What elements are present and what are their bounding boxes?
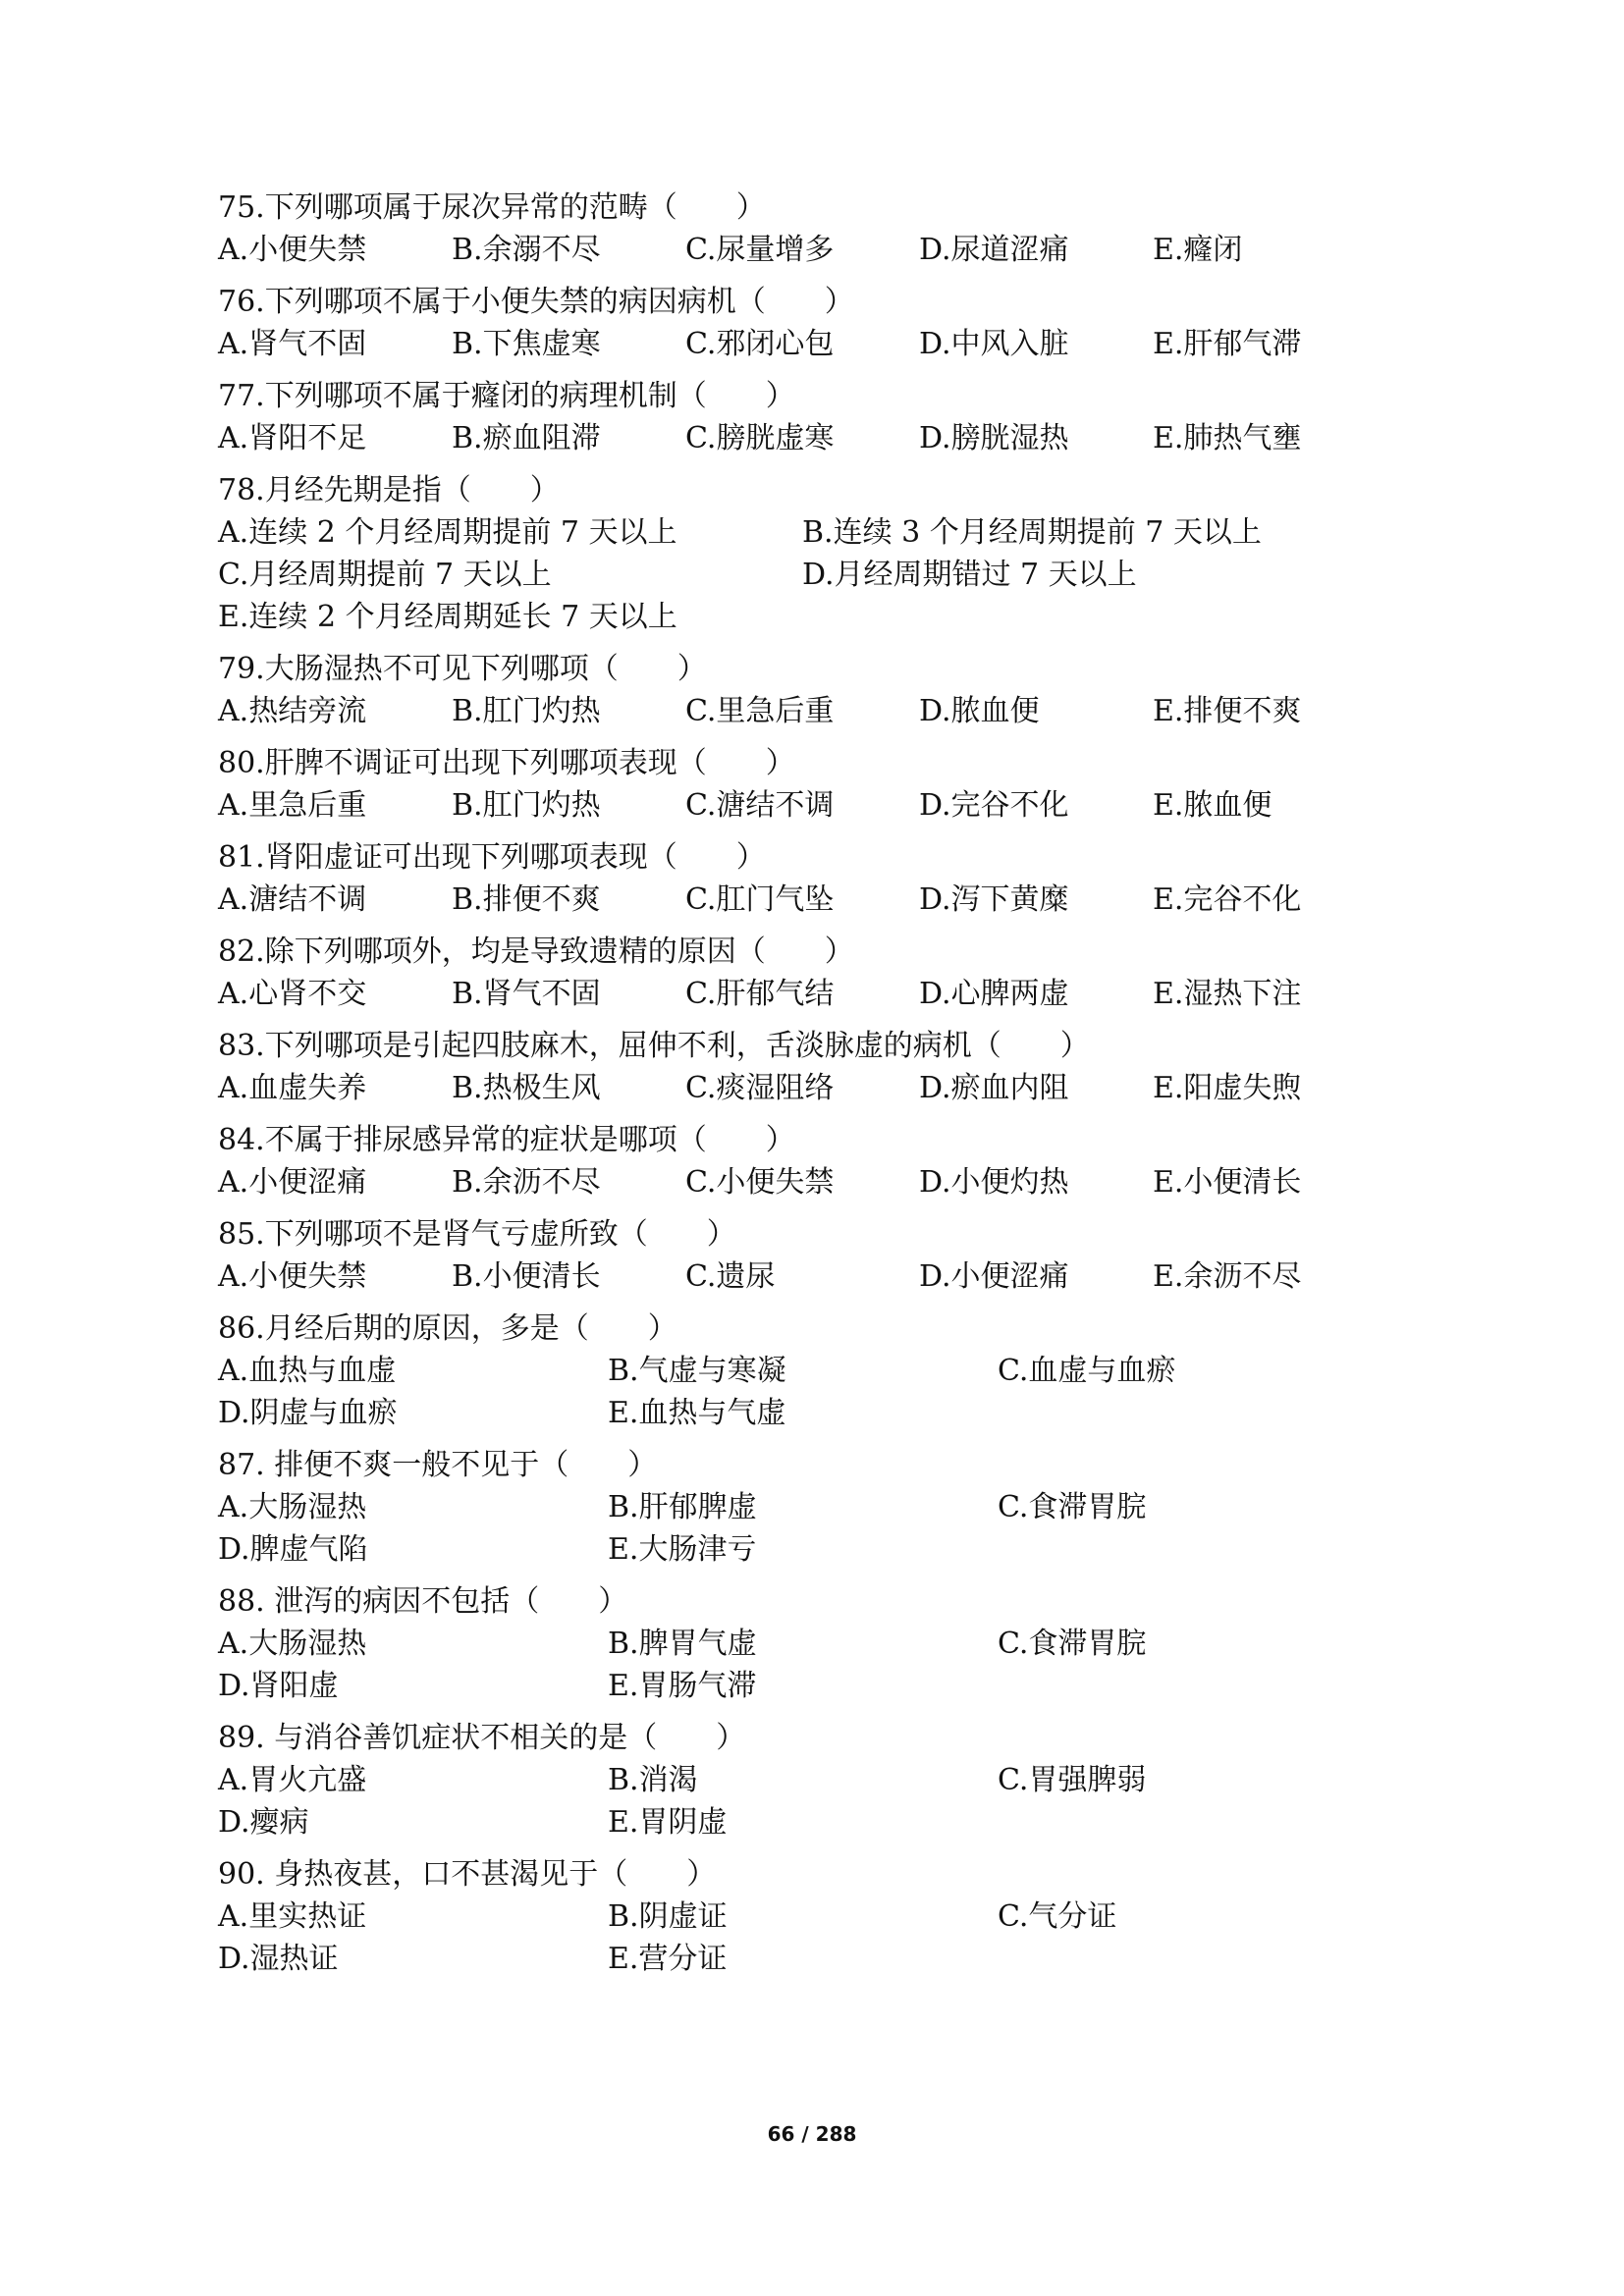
question-stem: 87. 排便不爽一般不见于（ ） — [218, 1448, 658, 1482]
answer-option: B.气虚与寒凝 — [608, 1354, 786, 1388]
answer-option: A.大肠湿热 — [218, 1490, 367, 1524]
answer-option: A.溏结不调 — [218, 882, 367, 917]
answer-option: C.气分证 — [998, 1899, 1117, 1934]
answer-option: E.完谷不化 — [1153, 882, 1302, 917]
question-item — [218, 469, 1435, 638]
option-group — [218, 511, 1435, 638]
answer-option: E.湿热下注 — [1153, 977, 1302, 1011]
answer-option: E.营分证 — [608, 1942, 728, 1976]
answer-option: D.心脾两虚 — [919, 977, 1069, 1011]
answer-option: C.胃强脾弱 — [998, 1763, 1147, 1797]
option-group — [218, 1255, 1435, 1298]
question-stem: 80.肝脾不调证可出现下列哪项表现（ ） — [218, 746, 795, 780]
answer-option: D.瘿病 — [218, 1805, 309, 1840]
answer-option: D.中风入脏 — [919, 327, 1069, 361]
page-number: 66 / 288 — [767, 2122, 857, 2146]
answer-option: A.小便失禁 — [218, 233, 367, 267]
answer-option: A.热结旁流 — [218, 694, 367, 728]
answer-option: D.尿道涩痛 — [919, 233, 1069, 267]
question-stem: 85.下列哪项不是肾气亏虚所致（ ） — [218, 1217, 736, 1252]
option-group — [218, 1623, 1435, 1707]
question-stem: 78.月经先期是指（ ） — [218, 473, 560, 507]
answer-option: B.小便清长 — [452, 1259, 601, 1294]
option-group — [218, 1350, 1435, 1434]
option-group — [218, 973, 1435, 1015]
option-group — [218, 1896, 1435, 1980]
answer-option: D.瘀血内阻 — [919, 1071, 1069, 1105]
question-item — [218, 375, 1435, 459]
question-item — [218, 931, 1435, 1015]
answer-option: A.血虚失养 — [218, 1071, 367, 1105]
answer-option: D.膀胱湿热 — [919, 421, 1069, 455]
question-stem: 79.大肠湿热不可见下列哪项（ ） — [218, 652, 707, 686]
answer-option: D.完谷不化 — [919, 788, 1069, 823]
answer-option: E.阳虚失煦 — [1153, 1071, 1302, 1105]
answer-option: B.瘀血阻滞 — [452, 421, 601, 455]
answer-option: E.余沥不尽 — [1153, 1259, 1302, 1294]
answer-option: B.余沥不尽 — [452, 1165, 601, 1200]
answer-option: C.痰湿阻络 — [685, 1071, 835, 1105]
question-item — [218, 1717, 1435, 1843]
answer-option: A.心肾不交 — [218, 977, 367, 1011]
answer-option: A.里急后重 — [218, 788, 367, 823]
question-item — [218, 281, 1435, 365]
answer-option: E.大肠津亏 — [608, 1532, 757, 1567]
answer-option: D.月经周期错过 7 天以上 — [802, 558, 1137, 592]
answer-option: A.小便失禁 — [218, 1259, 367, 1294]
answer-option: E.肺热气壅 — [1153, 421, 1302, 455]
question-stem: 82.除下列哪项外，均是导致遗精的原因（ ） — [218, 934, 854, 969]
answer-option: D.泻下黄糜 — [919, 882, 1069, 917]
question-item — [218, 1580, 1435, 1707]
answer-option: D.肾阳虚 — [218, 1669, 339, 1703]
option-group — [218, 229, 1435, 271]
question-item — [218, 1853, 1435, 1980]
answer-option: B.排便不爽 — [452, 882, 601, 917]
answer-option: E.排便不爽 — [1153, 694, 1302, 728]
answer-option: B.肛门灼热 — [452, 788, 601, 823]
question-stem: 89. 与消谷善饥症状不相关的是（ ） — [218, 1721, 746, 1755]
answer-option: C.肛门气坠 — [685, 882, 835, 917]
question-item — [218, 1025, 1435, 1109]
answer-option: E.血热与气虚 — [608, 1396, 786, 1430]
answer-option: E.连续 2 个月经周期延长 7 天以上 — [218, 600, 677, 634]
question-stem: 83.下列哪项是引起四肢麻木，屈伸不利，舌淡脉虚的病机（ ） — [218, 1029, 1090, 1063]
option-group — [218, 323, 1435, 365]
question-stem: 84.不属于排尿感异常的症状是哪项（ ） — [218, 1123, 795, 1157]
question-stem: 90. 身热夜甚，口不甚渴见于（ ） — [218, 1857, 717, 1892]
answer-option: B.肾气不固 — [452, 977, 601, 1011]
answer-option: C.里急后重 — [685, 694, 835, 728]
option-group — [218, 417, 1435, 459]
question-item — [218, 187, 1435, 271]
answer-option: A.小便涩痛 — [218, 1165, 367, 1200]
option-group — [218, 690, 1435, 732]
option-group — [218, 1486, 1435, 1571]
answer-option: C.溏结不调 — [685, 788, 835, 823]
question-item — [218, 1119, 1435, 1203]
question-stem: 76.下列哪项不属于小便失禁的病因病机（ ） — [218, 285, 854, 319]
answer-option: A.肾气不固 — [218, 327, 367, 361]
question-item — [218, 1444, 1435, 1571]
question-stem: 75.下列哪项属于尿次异常的范畴（ ） — [218, 190, 766, 225]
answer-option: C.邪闭心包 — [685, 327, 835, 361]
answer-option: A.肾阳不足 — [218, 421, 367, 455]
question-stem: 81.肾阳虚证可出现下列哪项表现（ ） — [218, 840, 766, 875]
answer-option: E.胃肠气滞 — [608, 1669, 757, 1703]
answer-option: C.月经周期提前 7 天以上 — [218, 558, 552, 592]
answer-option: C.尿量增多 — [685, 233, 835, 267]
answer-option: B.消渴 — [608, 1763, 698, 1797]
answer-option: E.脓血便 — [1153, 788, 1272, 823]
option-group — [218, 1759, 1435, 1843]
answer-option: C.食滞胃脘 — [998, 1490, 1147, 1524]
option-group — [218, 1067, 1435, 1109]
answer-option: E.胃阴虚 — [608, 1805, 728, 1840]
question-item — [218, 648, 1435, 732]
answer-option: B.阴虚证 — [608, 1899, 728, 1934]
option-group — [218, 784, 1435, 827]
answer-option: A.连续 2 个月经周期提前 7 天以上 — [218, 515, 677, 550]
answer-option: A.血热与血虚 — [218, 1354, 397, 1388]
answer-option: E.肝郁气滞 — [1153, 327, 1302, 361]
answer-option: E.癃闭 — [1153, 233, 1243, 267]
question-stem: 88. 泄泻的病因不包括（ ） — [218, 1584, 628, 1619]
question-item — [218, 1213, 1435, 1298]
answer-option: B.脾胃气虚 — [608, 1627, 757, 1661]
answer-option: D.脓血便 — [919, 694, 1040, 728]
answer-option: D.湿热证 — [218, 1942, 339, 1976]
question-item — [218, 836, 1435, 921]
answer-option: A.里实热证 — [218, 1899, 367, 1934]
answer-option: B.下焦虚寒 — [452, 327, 601, 361]
answer-option: C.膀胱虚寒 — [685, 421, 835, 455]
answer-option: E.小便清长 — [1153, 1165, 1302, 1200]
question-item — [218, 1308, 1435, 1434]
option-group — [218, 1161, 1435, 1203]
answer-option: C.遗尿 — [685, 1259, 776, 1294]
answer-option: D.小便涩痛 — [919, 1259, 1069, 1294]
answer-option: A.胃火亢盛 — [218, 1763, 367, 1797]
answer-option: D.阴虚与血瘀 — [218, 1396, 398, 1430]
answer-option: A.大肠湿热 — [218, 1627, 367, 1661]
answer-option: C.肝郁气结 — [685, 977, 835, 1011]
answer-option: B.肛门灼热 — [452, 694, 601, 728]
answer-option: B.热极生风 — [452, 1071, 601, 1105]
question-list — [218, 187, 1435, 1990]
answer-option: B.连续 3 个月经周期提前 7 天以上 — [802, 515, 1262, 550]
answer-option: B.余溺不尽 — [452, 233, 601, 267]
question-stem: 77.下列哪项不属于癃闭的病理机制（ ） — [218, 379, 795, 413]
answer-option: C.血虚与血瘀 — [998, 1354, 1176, 1388]
question-stem: 86.月经后期的原因，多是（ ） — [218, 1311, 677, 1346]
answer-option: D.小便灼热 — [919, 1165, 1069, 1200]
answer-option: C.小便失禁 — [685, 1165, 835, 1200]
answer-option: B.肝郁脾虚 — [608, 1490, 757, 1524]
option-group — [218, 879, 1435, 921]
answer-option: D.脾虚气陷 — [218, 1532, 368, 1567]
question-item — [218, 742, 1435, 827]
answer-option: C.食滞胃脘 — [998, 1627, 1147, 1661]
